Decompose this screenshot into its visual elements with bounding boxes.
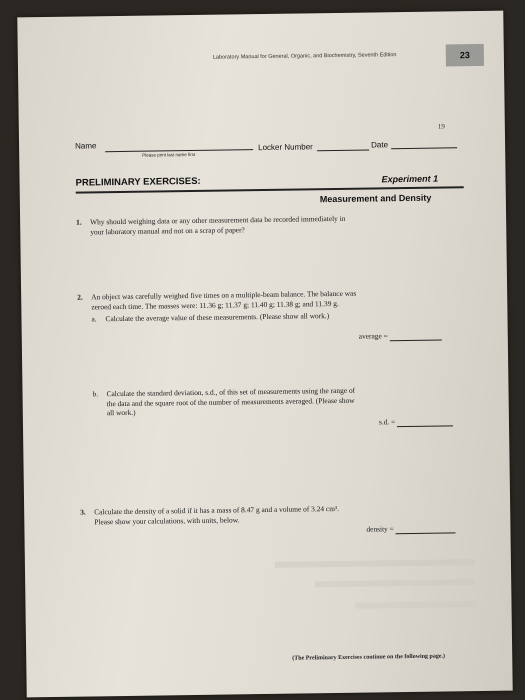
sd-field[interactable] [397,417,453,427]
question-2 [77,287,477,311]
question-2-line-1: An object was carefully weighed five times on a multiple-beam balance. The balance was [91,288,357,302]
question-2-line-2: zeroed each time. The masses were: 11.36 g; 11.37 g; 11.40 g; 11.38 g; and 11.39 g. [91,298,339,311]
question-2a-text: Calculate the average value of these measurements. (Please show all work.) [105,311,330,324]
average-label: average = [358,331,388,341]
question-2-number: 2. [77,292,83,302]
question-1 [76,212,476,236]
density-label: density = [366,524,394,534]
locker-number-label: Locker Number [258,142,313,153]
average-field[interactable] [390,331,442,341]
section-title: PRELIMINARY EXERCISES: [75,175,201,189]
question-2b-line-1: Calculate the standard deviation, s.d., of this set of measurements using the range of [106,385,356,399]
sd-answer [379,416,453,427]
question-1-line-2: your laboratory manual and not on a scrap of paper? [90,224,245,236]
date-field[interactable] [391,147,457,149]
sd-label: s.d. = [378,417,396,427]
question-2a [91,309,481,324]
density-field[interactable] [396,524,456,534]
continuation-note: (The Preliminary Exercises continue on the following page.) [292,653,446,662]
question-2b-letter: b. [92,389,99,399]
question-2b [92,384,482,418]
name-label: Name [75,141,97,151]
question-2b-line-3: all work.) [106,407,136,418]
experiment-number: Experiment 1 [381,173,439,185]
question-2b-line-2: the data and the square root of the number of measurements averaged. (Please show [106,395,355,408]
question-3-line-1: Calculate the density of a solid if it has a mass of 8.47 g and a volume of 3.24 cm³. [94,503,340,517]
question-2a-letter: a. [91,314,97,324]
experiment-subtitle: Measurement and Density [319,192,432,205]
question-3-number: 3. [80,507,86,517]
running-title: Laboratory Manual for General, Organic, and Biochemistry, Seventh Edition [212,52,397,61]
date-label: Date [371,140,389,150]
worksheet-page [17,11,512,698]
question-3 [80,502,480,526]
page-badge: 23 [446,44,484,67]
density-answer [366,523,455,534]
question-3-line-2: Please show your calculations, with units, below. [94,514,240,526]
name-hint: Please print last name first [142,151,196,158]
average-answer [359,331,442,342]
page-number: 19 [437,122,445,131]
show-through-shading [275,551,476,624]
question-1-number: 1. [76,217,82,227]
question-1-line-1: Why should weighing data or any other measurement data be recorded immediately in [90,213,346,227]
locker-number-field[interactable] [317,150,369,152]
